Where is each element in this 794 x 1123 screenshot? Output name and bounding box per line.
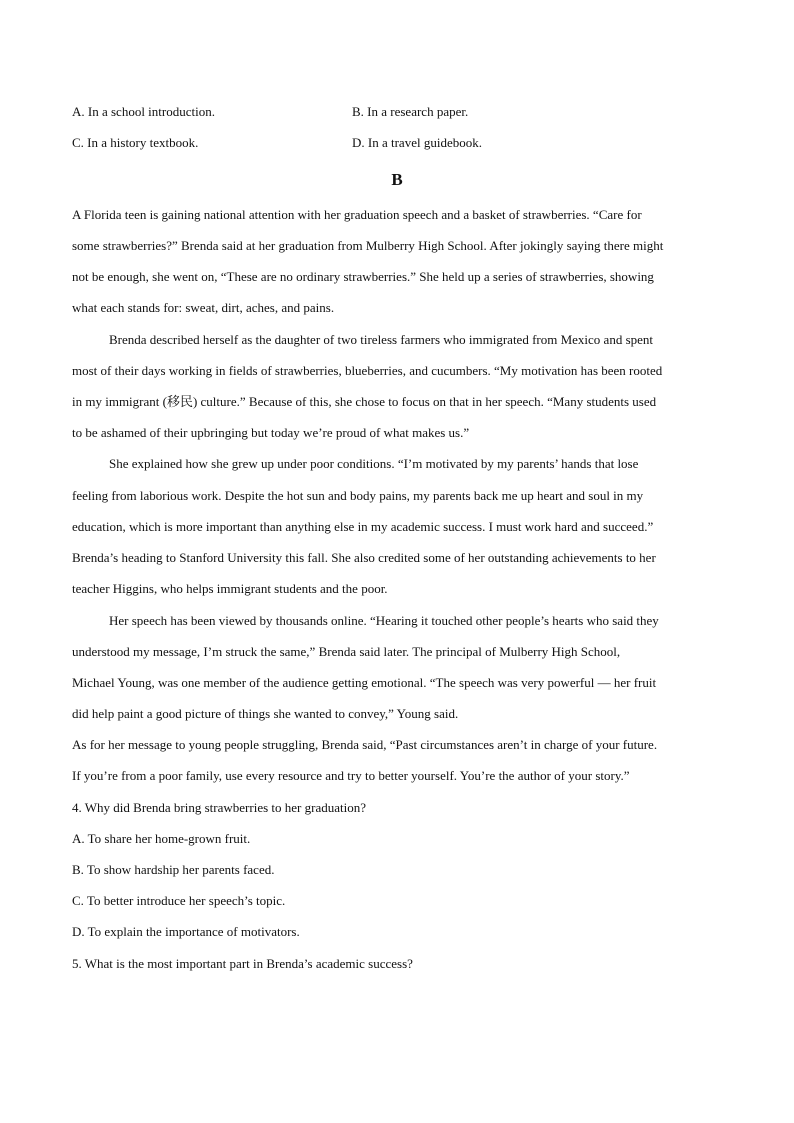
question-4-option-a: A. To share her home-grown fruit. <box>72 831 251 846</box>
question-4-stem: 4. Why did Brenda bring strawberries to her graduation? <box>72 800 366 815</box>
paragraph-3-line: education, which is more important than anything else in my academic success. I must work hard and succeed.” <box>72 519 654 534</box>
option-d-prev: D. In a travel guidebook. <box>352 135 482 150</box>
paragraph-2-line: in my immigrant (移民) culture.” Because of this, she chose to focus on that in her speech. “Many students used <box>72 394 657 409</box>
section-heading: B <box>391 170 403 189</box>
paragraph-3-line: Brenda’s heading to Stanford University this fall. She also credited some of her outstanding achievements to her <box>72 550 656 565</box>
question-4-option-b: B. To show hardship her parents faced. <box>72 862 275 877</box>
paragraph-1-line: A Florida teen is gaining national attention with her graduation speech and a basket of strawberries. “Care for <box>72 207 642 222</box>
paragraph-2-line: to be ashamed of their upbringing but today we’re proud of what makes us.” <box>72 425 470 440</box>
option-c-prev: C. In a history textbook. <box>72 135 199 150</box>
option-b-prev: B. In a research paper. <box>352 104 469 119</box>
paragraph-1-line: not be enough, she went on, “These are no ordinary strawberries.” She held up a series of strawberries, showing <box>72 269 654 284</box>
option-a-prev: A. In a school introduction. <box>72 104 215 119</box>
paragraph-4-line: understood my message, I’m struck the same,” Brenda said later. The principal of Mulberry High School, <box>72 644 621 659</box>
paragraph-2-line: Brenda described herself as the daughter of two tireless farmers who immigrated from Mexico and spent <box>109 332 654 347</box>
question-4-option-d: D. To explain the importance of motivators. <box>72 924 300 939</box>
question-4-option-c: C. To better introduce her speech’s topic. <box>72 893 286 908</box>
paragraph-4-line: Her speech has been viewed by thousands online. “Hearing it touched other people’s hearts who said they <box>109 613 659 628</box>
paragraph-3-line: teacher Higgins, who helps immigrant students and the poor. <box>72 581 388 596</box>
question-5-stem: 5. What is the most important part in Brenda’s academic success? <box>72 956 413 971</box>
paragraph-5-line: As for her message to young people struggling, Brenda said, “Past circumstances aren’t in charge of your future. <box>72 737 658 752</box>
paragraph-5-line: If you’re from a poor family, use every resource and try to better yourself. You’re the author of your story.” <box>72 768 630 783</box>
paragraph-4-line: Michael Young, was one member of the audience getting emotional. “The speech was very powerful — her fruit <box>72 675 657 690</box>
paragraph-4-line: did help paint a good picture of things she wanted to convey,” Young said. <box>72 706 459 721</box>
paragraph-1-line: some strawberries?” Brenda said at her graduation from Mulberry High School. After jokingly saying there might <box>72 238 664 253</box>
paragraph-3-line: feeling from laborious work. Despite the hot sun and body pains, my parents back me up heart and soul in my <box>72 488 644 503</box>
paragraph-2-line: most of their days working in fields of strawberries, blueberries, and cucumbers. “My motivation has been rooted <box>72 363 663 378</box>
paragraph-1-line: what each stands for: sweat, dirt, aches, and pains. <box>72 300 335 315</box>
paragraph-3-line: She explained how she grew up under poor conditions. “I’m motivated by my parents’ hands that lose <box>109 456 639 471</box>
